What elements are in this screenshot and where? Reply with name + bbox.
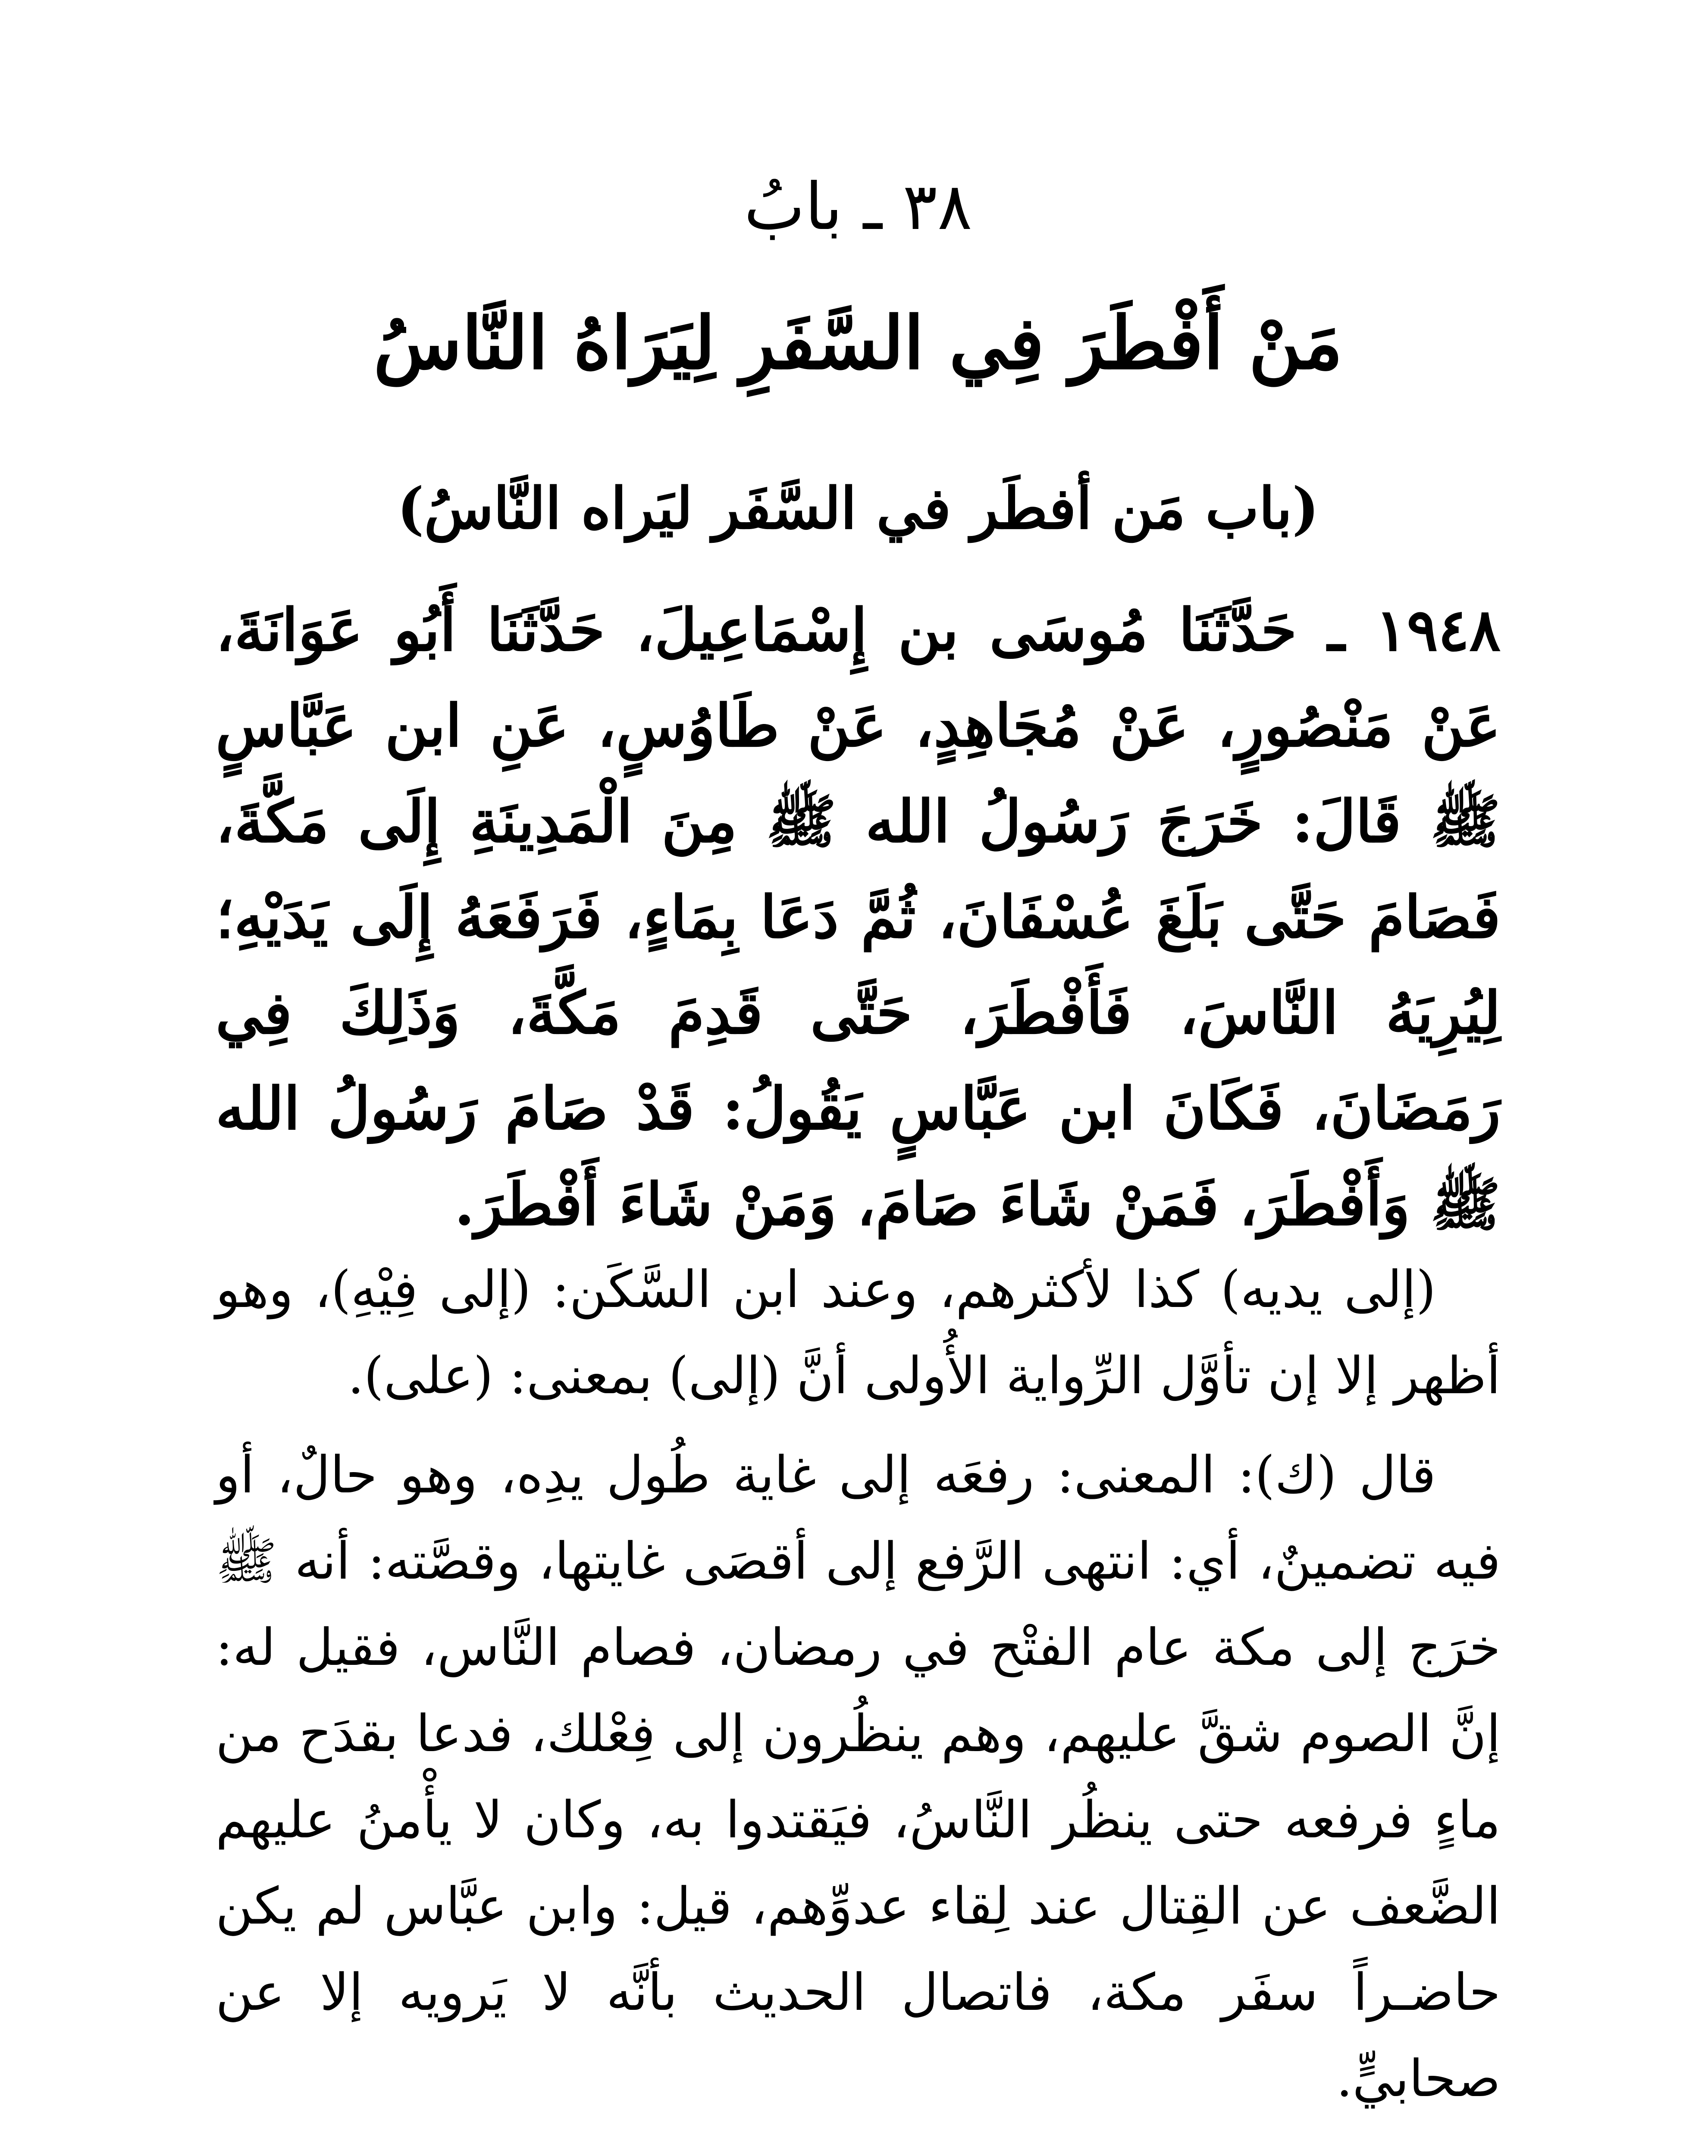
commentary-paragraph: (إلى يديه) كذا لأكثرهم، وعند ابن السَّكَن: (إلى فِيْهِ)، وهو أظهر إلا إن تأوَّل الرِّواية الأُولى أنَّ (إلى) بمعنى: (على). — [216, 1260, 1501, 1405]
hadith-text: ١٩٤٨ ـ حَدَّثَنَا مُوسَى بن إِسْمَاعِيلَ، حَدَّثَنَا أَبُو عَوَانَةَ، عَنْ مَنْصُورٍ، عَنْ مُجَاهِدٍ، عَنْ طَاوُسٍ، عَنِ ابن عَبَّاسٍ ﷺ قَالَ: خَرَجَ رَسُولُ الله ﷺ مِنَ الْمَدِينَةِ إِلَى مَكَّةَ، فَصَامَ حَتَّى بَلَغَ عُسْفَانَ، ثُمَّ دَعَا بِمَاءٍ، فَرَفَعَهُ إِلَى يَدَيْهِ؛ لِيُرِيَهُ النَّاسَ، فَأَفْطَرَ، حَتَّى قَدِمَ مَكَّةَ، وَذَلِكَ فِي رَمَضَانَ، فَكَانَ ابن عَبَّاسٍ يَقُولُ: قَدْ صَامَ رَسُولُ الله ﷺ وَأَفْطَرَ، فَمَنْ شَاءَ صَامَ، وَمَنْ شَاءَ أَفْطَرَ. — [216, 595, 1501, 1238]
commentary-block — [216, 1246, 1501, 2134]
commentary-paragraph: قال (ك): المعنى: رفعَه إلى غاية طُول يدِه، وهو حالٌ، أو فيه تضمينٌ، أي: انتهى الرَّفع إلى أقصَى غايتها، وقصَّته: أنه ﷺ خرَج إلى مكة عام الفتْح في رمضان، فصام النَّاس، فقيل له: إنَّ الصوم شقَّ عليهم، وهم ينظُرون إلى فِعْلك، فدعا بقدَح من ماءٍ فرفعه حتى ينظُر النَّاسُ، فيَقتدوا به، وكان لا يأْمنُ عليهم الضَّعف عن القِتال عند لِقاء عدوِّهم، قيل: وابن عبَّاس لم يكن حاضـراً سفَر مكة، فاتصال الحديث بأنَّه لا يَرويه إلا عن صحابيٍّ. — [216, 1445, 1501, 2108]
hadith-block — [216, 582, 1501, 1252]
chapter-number: ٣٨ ـ بابُ — [744, 169, 972, 244]
sub-heading: (باب مَن أفطَر في السَّفَر ليَراه النَّاسُ) — [397, 475, 1319, 542]
chapter-title: مَنْ أَفْطَرَ فِي السَّفَرِ لِيَرَاهُ النَّاسُ — [373, 300, 1343, 385]
